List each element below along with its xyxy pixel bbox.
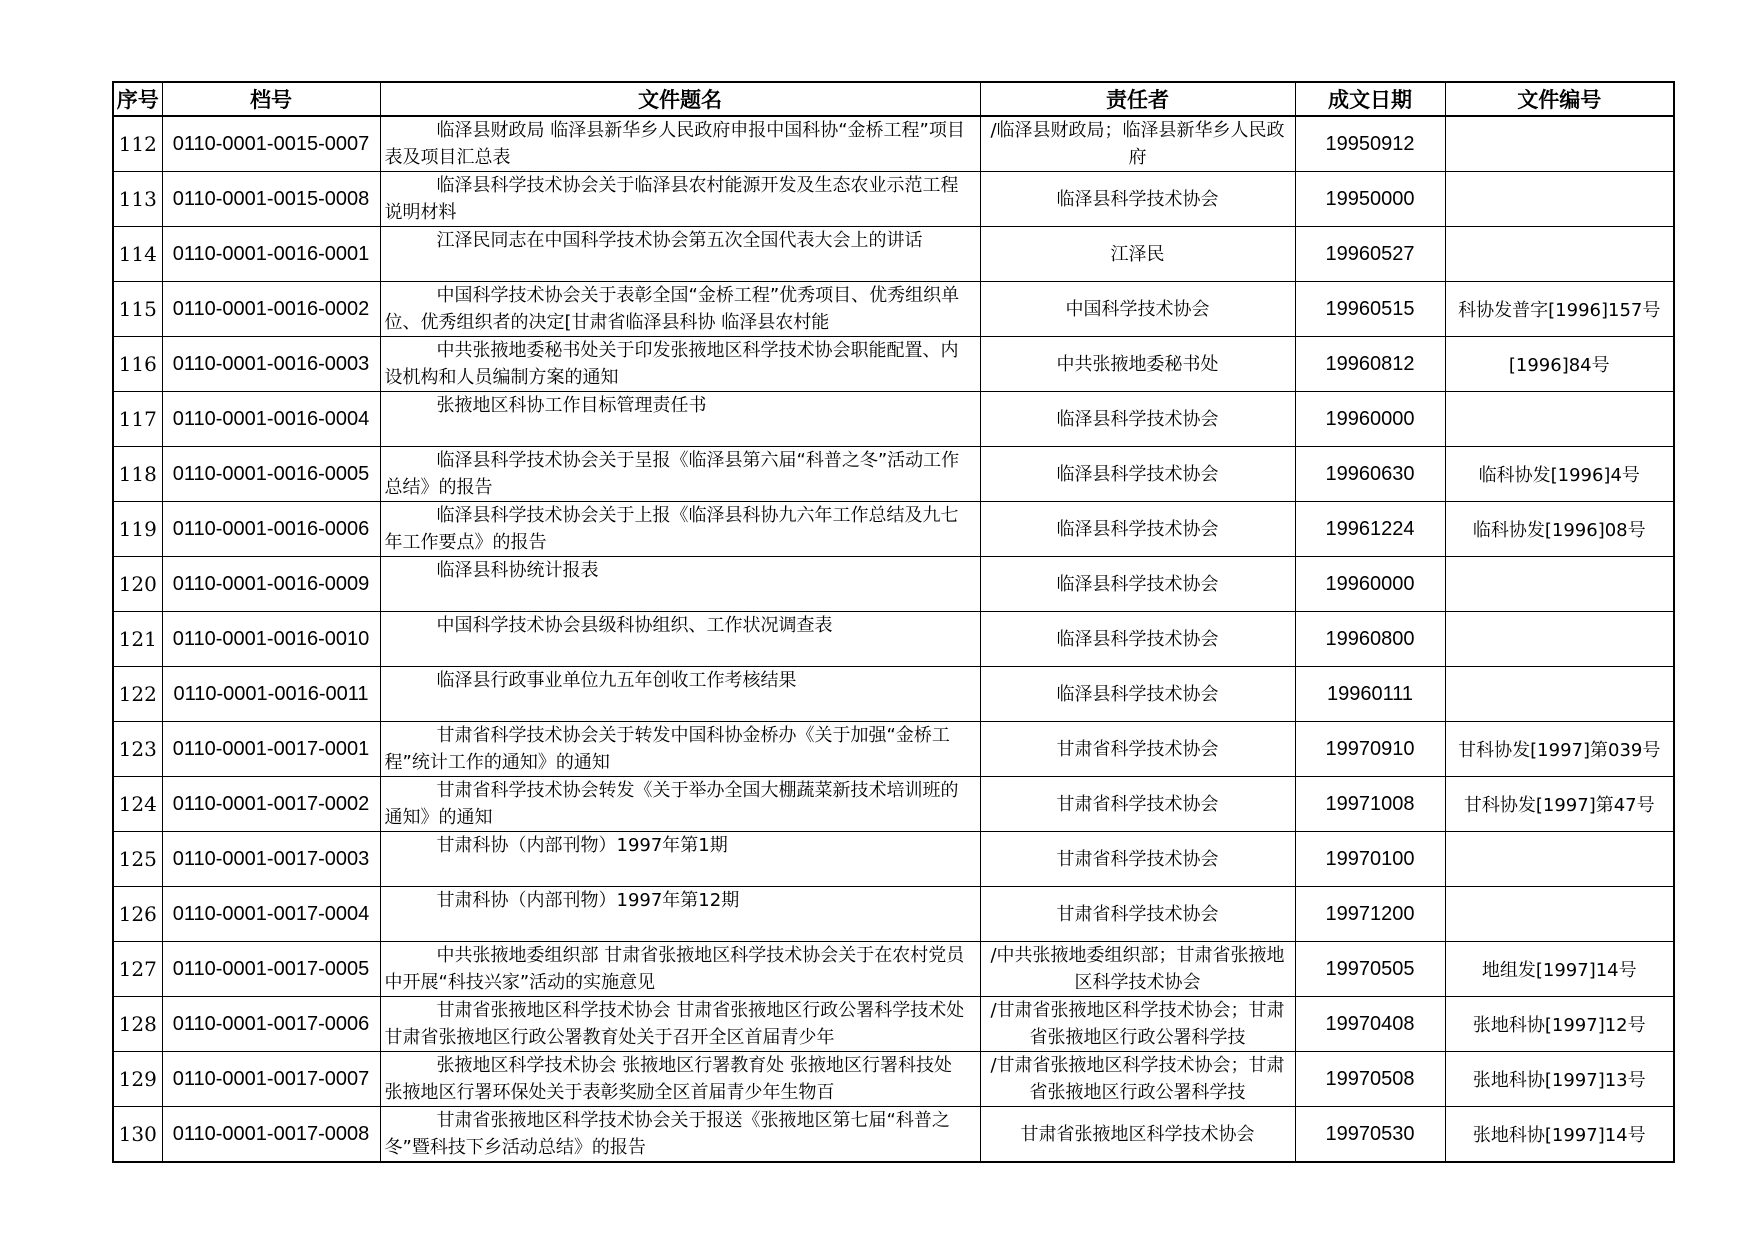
cell-title-text: 甘肃省张掖地区科学技术协会关于报送《张掖地区第七届“科普之冬”暨科技下乡活动总结》的报告 [384,1110,950,1158]
cell-responsible [980,612,1295,667]
cell-doc-number: 张地科协[1997]14号 [1445,1107,1674,1163]
cell-code: 0110-0001-0016-0005 [162,447,380,502]
header-seq: 序号 [113,82,162,116]
cell-title-text: 临泽县科学技术协会关于呈报《临泽县第六届“科普之冬”活动工作总结》的报告 [384,450,960,498]
cell-seq: 126 [113,887,162,942]
cell-title [380,557,980,612]
table-row [113,777,1674,832]
cell-title [380,172,980,227]
cell-date: 19960000 [1295,557,1445,612]
cell-date: 19960800 [1295,612,1445,667]
cell-code: 0110-0001-0016-0004 [162,392,380,447]
cell-responsible [980,502,1295,557]
cell-code: 0110-0001-0016-0003 [162,337,380,392]
cell-title-text: 临泽县行政事业单位九五年创收工作考核结果 [436,670,797,691]
cell-title-text: 甘肃省科学技术协会关于转发中国科协金桥办《关于加强“金桥工程”统计工作的通知》的通知 [384,725,950,773]
cell-title [380,337,980,392]
cell-responsible-text: /甘肃省张掖地区科学技术协会；甘肃省张掖地区行政公署科学技 [990,1000,1285,1048]
cell-code: 0110-0001-0016-0011 [162,667,380,722]
archive-catalog-table [112,81,1675,1163]
header-title: 文件题名 [380,82,980,116]
cell-responsible-text: 临泽县科学技术协会 [1056,628,1219,650]
cell-title-text: 甘肃省科学技术协会转发《关于举办全国大棚蔬菜新技术培训班的通知》的通知 [384,780,959,828]
cell-seq: 127 [113,942,162,997]
cell-title-text: 中共张掖地委组织部 甘肃省张掖地区科学技术协会关于在农村党员中开展“科技兴家”活动的实施意见 [384,945,965,993]
cell-responsible-text: /临泽县财政局；临泽县新华乡人民政府 [990,120,1285,168]
cell-code: 0110-0001-0017-0003 [162,832,380,887]
cell-code: 0110-0001-0016-0009 [162,557,380,612]
cell-code: 0110-0001-0015-0008 [162,172,380,227]
cell-seq: 122 [113,667,162,722]
table-row [113,1107,1674,1163]
cell-doc-number [1445,667,1674,722]
cell-title-text: 张掖地区科学技术协会 张掖地区行署教育处 张掖地区行署科技处 张掖地区行署环保处关于表彰奖励全区首届青少年生物百 [384,1055,952,1103]
cell-title-text: 江泽民同志在中国科学技术协会第五次全国代表大会上的讲话 [436,230,923,251]
cell-date: 19960000 [1295,392,1445,447]
cell-seq: 113 [113,172,162,227]
table-row [113,392,1674,447]
cell-code: 0110-0001-0017-0007 [162,1052,380,1107]
cell-title [380,502,980,557]
cell-responsible-text: 甘肃省科学技术协会 [1056,738,1219,760]
cell-responsible-text: 甘肃省科学技术协会 [1056,848,1219,870]
cell-title [380,612,980,667]
cell-responsible [980,1107,1295,1163]
cell-date: 19970505 [1295,942,1445,997]
cell-title [380,392,980,447]
table-row [113,502,1674,557]
cell-title [380,282,980,337]
cell-responsible-text: 临泽县科学技术协会 [1056,188,1219,210]
cell-seq: 117 [113,392,162,447]
cell-seq: 128 [113,997,162,1052]
cell-code: 0110-0001-0017-0006 [162,997,380,1052]
cell-date: 19971008 [1295,777,1445,832]
cell-responsible [980,282,1295,337]
cell-date: 19971200 [1295,887,1445,942]
table-row [113,667,1674,722]
cell-date: 19960515 [1295,282,1445,337]
cell-date: 19970100 [1295,832,1445,887]
cell-code: 0110-0001-0017-0004 [162,887,380,942]
table-row [113,997,1674,1052]
cell-responsible-text: 江泽民 [1110,243,1165,265]
header-date: 成文日期 [1295,82,1445,116]
cell-doc-number: 甘科协发[1997]第47号 [1445,777,1674,832]
cell-responsible [980,667,1295,722]
table-row [113,1052,1674,1107]
cell-seq: 114 [113,227,162,282]
cell-doc-number: 张地科协[1997]12号 [1445,997,1674,1052]
header-responsible: 责任者 [980,82,1295,116]
cell-date: 19970408 [1295,997,1445,1052]
cell-doc-number [1445,887,1674,942]
cell-title [380,887,980,942]
cell-code: 0110-0001-0017-0001 [162,722,380,777]
cell-doc-number [1445,392,1674,447]
cell-code: 0110-0001-0017-0008 [162,1107,380,1163]
cell-seq: 116 [113,337,162,392]
cell-title [380,447,980,502]
table-row [113,227,1674,282]
table-row [113,942,1674,997]
cell-date: 19960812 [1295,337,1445,392]
header-row [113,82,1674,116]
cell-responsible [980,997,1295,1052]
cell-doc-number [1445,557,1674,612]
cell-responsible-text: 临泽县科学技术协会 [1056,573,1219,595]
cell-responsible-text: /中共张掖地委组织部；甘肃省张掖地区科学技术协会 [990,945,1285,993]
cell-responsible [980,832,1295,887]
cell-seq: 121 [113,612,162,667]
cell-doc-number [1445,172,1674,227]
cell-seq: 118 [113,447,162,502]
cell-date: 19960630 [1295,447,1445,502]
cell-seq: 120 [113,557,162,612]
cell-responsible-text: /甘肃省张掖地区科学技术协会；甘肃省张掖地区行政公署科学技 [990,1055,1285,1103]
cell-title-text: 临泽县科学技术协会关于临泽县农村能源开发及生态农业示范工程说明材料 [384,175,959,223]
table-row [113,282,1674,337]
cell-responsible-text: 临泽县科学技术协会 [1056,408,1219,430]
cell-title [380,832,980,887]
table-body [113,116,1674,1162]
cell-seq: 129 [113,1052,162,1107]
cell-doc-number [1445,832,1674,887]
cell-date: 19970530 [1295,1107,1445,1163]
cell-title-text: 甘肃科协（内部刊物）1997年第1期 [436,835,728,856]
cell-date: 19960111 [1295,667,1445,722]
cell-title [380,942,980,997]
table-row [113,832,1674,887]
cell-responsible-text: 中国科学技术协会 [1065,298,1210,320]
cell-title-text: 张掖地区科协工作目标管理责任书 [436,395,707,416]
cell-seq: 115 [113,282,162,337]
cell-responsible [980,227,1295,282]
cell-responsible [980,447,1295,502]
cell-responsible-text: 甘肃省科学技术协会 [1056,793,1219,815]
cell-code: 0110-0001-0016-0002 [162,282,380,337]
cell-date: 19970910 [1295,722,1445,777]
cell-title-text: 中国科学技术协会县级科协组织、工作状况调查表 [436,615,833,636]
cell-seq: 124 [113,777,162,832]
cell-title [380,722,980,777]
cell-code: 0110-0001-0017-0002 [162,777,380,832]
cell-title [380,1052,980,1107]
cell-code: 0110-0001-0016-0006 [162,502,380,557]
cell-date: 19950912 [1295,116,1445,172]
cell-doc-number: 临科协发[1996]08号 [1445,502,1674,557]
cell-title [380,667,980,722]
cell-doc-number [1445,227,1674,282]
table-row [113,172,1674,227]
cell-responsible [980,337,1295,392]
cell-seq: 119 [113,502,162,557]
cell-code: 0110-0001-0017-0005 [162,942,380,997]
cell-responsible-text: 临泽县科学技术协会 [1056,518,1219,540]
cell-title [380,116,980,172]
table-row [113,722,1674,777]
cell-doc-number [1445,612,1674,667]
cell-date: 19970508 [1295,1052,1445,1107]
table-row [113,337,1674,392]
table-row [113,612,1674,667]
cell-responsible [980,777,1295,832]
table-row [113,887,1674,942]
cell-responsible [980,942,1295,997]
cell-seq: 123 [113,722,162,777]
cell-responsible [980,887,1295,942]
table-row [113,116,1674,172]
cell-doc-number: 张地科协[1997]13号 [1445,1052,1674,1107]
cell-responsible-text: 临泽县科学技术协会 [1056,683,1219,705]
cell-code: 0110-0001-0015-0007 [162,116,380,172]
cell-responsible-text: 甘肃省科学技术协会 [1056,903,1219,925]
cell-doc-number: 甘科协发[1997]第039号 [1445,722,1674,777]
cell-date: 19961224 [1295,502,1445,557]
cell-responsible-text: 临泽县科学技术协会 [1056,463,1219,485]
table-row [113,557,1674,612]
cell-title-text: 临泽县财政局 临泽县新华乡人民政府申报中国科协“金桥工程”项目表及项目汇总表 [384,120,965,168]
cell-code: 0110-0001-0016-0001 [162,227,380,282]
cell-title [380,1107,980,1163]
cell-doc-number: [1996]84号 [1445,337,1674,392]
cell-responsible [980,557,1295,612]
cell-title-text: 临泽县科学技术协会关于上报《临泽县科协九六年工作总结及九七年工作要点》的报告 [384,505,959,553]
cell-responsible [980,392,1295,447]
cell-date: 19960527 [1295,227,1445,282]
table-row [113,447,1674,502]
cell-seq: 125 [113,832,162,887]
cell-doc-number: 科协发普字[1996]157号 [1445,282,1674,337]
cell-doc-number: 临科协发[1996]4号 [1445,447,1674,502]
header-doc-number: 文件编号 [1445,82,1674,116]
cell-date: 19950000 [1295,172,1445,227]
cell-title-text: 临泽县科协统计报表 [436,560,599,581]
cell-code: 0110-0001-0016-0010 [162,612,380,667]
cell-title-text: 甘肃省张掖地区科学技术协会 甘肃省张掖地区行政公署科学技术处 甘肃省张掖地区行政公署教育处关于召开全区首届青少年 [384,1000,965,1048]
cell-responsible [980,172,1295,227]
cell-doc-number [1445,116,1674,172]
cell-responsible [980,1052,1295,1107]
cell-seq: 112 [113,116,162,172]
cell-responsible-text: 中共张掖地委秘书处 [1056,353,1219,375]
header-code: 档号 [162,82,380,116]
cell-doc-number: 地组发[1997]14号 [1445,942,1674,997]
cell-title-text: 中国科学技术协会关于表彰全国“金桥工程”优秀项目、优秀组织单位、优秀组织者的决定[甘肃省临泽县科协 临泽县农村能 [384,285,960,333]
cell-responsible-text: 甘肃省张掖地区科学技术协会 [1020,1123,1255,1145]
cell-responsible [980,722,1295,777]
cell-responsible [980,116,1295,172]
cell-seq: 130 [113,1107,162,1163]
cell-title [380,997,980,1052]
cell-title-text: 甘肃科协（内部刊物）1997年第12期 [436,890,740,911]
cell-title [380,777,980,832]
cell-title-text: 中共张掖地委秘书处关于印发张掖地区科学技术协会职能配置、内设机构和人员编制方案的通知 [384,340,959,388]
cell-title [380,227,980,282]
